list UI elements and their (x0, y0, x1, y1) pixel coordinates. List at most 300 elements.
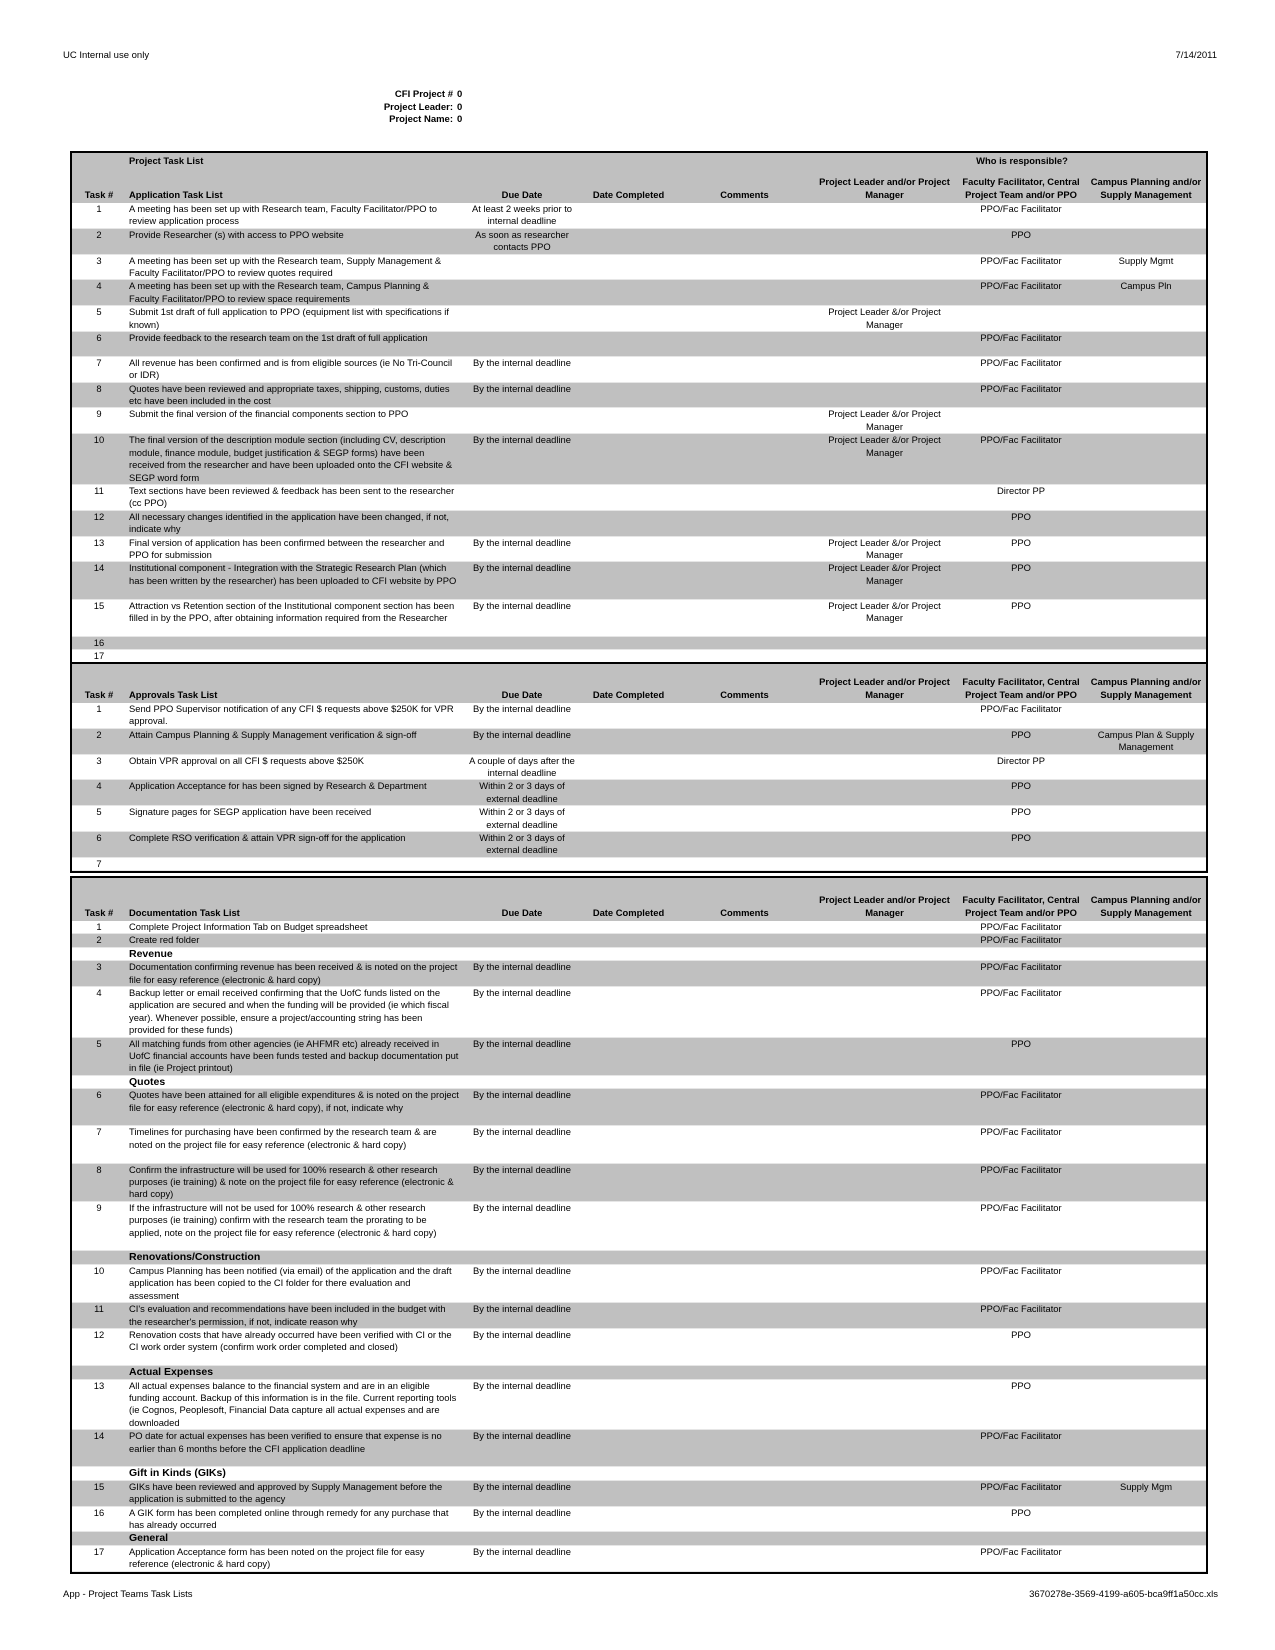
task-completed-cell[interactable] (581, 1089, 676, 1126)
task-due-cell: By the internal deadline (473, 1089, 571, 1101)
task-num-cell: 15 (93, 1480, 105, 1492)
task-due-cell (463, 280, 581, 306)
task-completed-cell[interactable] (581, 434, 676, 485)
task-comments-cell[interactable] (676, 484, 813, 510)
task-leader-cell (813, 228, 956, 254)
task-faculty-cell: PPO/Fac Facilitator (980, 1303, 1062, 1315)
task-task-cell: Signature pages for SEGP application have been received (129, 806, 372, 818)
task-num-cell: 6 (96, 832, 102, 844)
task-campus-cell (1086, 806, 1206, 832)
task-num-cell: 11 (94, 1303, 104, 1315)
task-completed-cell[interactable] (581, 1303, 676, 1329)
task-comments-cell[interactable] (676, 1328, 813, 1365)
task-comments-cell[interactable] (676, 228, 813, 254)
task-row (72, 728, 1206, 754)
task-due-cell: By the internal deadline (473, 703, 571, 714)
task-campus-cell (1086, 1303, 1206, 1329)
task-num-cell: 2 (96, 728, 102, 740)
task-num-cell: 6 (96, 1089, 102, 1101)
section-heading-row (72, 1467, 1206, 1480)
task-faculty-cell: Director PP (997, 484, 1045, 496)
task-due-cell: Within 2 or 3 days of external deadline (479, 832, 565, 856)
task-leader-cell (813, 806, 956, 832)
task-task-cell: Provide feedback to the research team on the 1st draft of full application (129, 332, 428, 344)
task-leader-cell (813, 1264, 956, 1302)
task-completed-cell[interactable] (581, 934, 676, 947)
task-due-cell: By the internal deadline (473, 1430, 571, 1442)
task-comments-cell[interactable] (676, 1303, 813, 1329)
task-task-cell: PO date for actual expenses has been verified to ensure that expense is no earlier than 6 months before the CFI application deadline (129, 1430, 442, 1454)
section-heading: Gift in Kinds (GIKs) (129, 1467, 226, 1480)
task-num-cell: 5 (96, 1037, 102, 1049)
task-due-cell: By the internal deadline (473, 356, 571, 368)
task-campus-cell (1086, 228, 1206, 254)
column-header-campus: Campus Planning and/or Supply Management (1086, 664, 1206, 703)
task-completed-cell[interactable] (581, 636, 676, 649)
task-faculty-cell: PPO (1011, 1328, 1031, 1340)
task-completed-cell[interactable] (581, 1328, 676, 1365)
task-row (72, 1089, 1206, 1126)
task-task-cell: All actual expenses balance to the financial system and are in an eligible funding account. Backup of this information is in the file. Current reporting tools (ie Cognos, Peoplesoft, Financial Data capture all actual expenses and are downloaded (129, 1379, 457, 1428)
task-num-cell: 2 (96, 228, 102, 240)
task-due-cell (463, 408, 581, 434)
task-leader-cell (813, 203, 956, 228)
task-completed-cell[interactable] (581, 1037, 676, 1075)
task-comments-cell[interactable] (676, 857, 813, 870)
task-completed-cell[interactable] (581, 1163, 676, 1201)
task-task-cell (126, 857, 463, 870)
task-faculty-cell: PPO (1011, 536, 1031, 548)
task-comments-cell[interactable] (676, 934, 813, 947)
task-row (72, 1545, 1206, 1571)
column-header-leader: Project Leader and/or Project Manager (813, 878, 956, 921)
task-task-cell: Quotes have been reviewed and appropriate taxes, shipping, customs, duties etc have been included in the cost (129, 382, 450, 407)
task-comments-cell[interactable] (676, 332, 813, 357)
task-row (72, 961, 1206, 987)
task-due-cell: As soon as researcher contacts PPO (475, 228, 569, 253)
task-comments-cell[interactable] (676, 1264, 813, 1302)
task-num-cell: 6 (96, 332, 102, 344)
task-task-cell: Attain Campus Planning & Supply Management verification & sign-off (129, 728, 417, 740)
task-completed-cell[interactable] (581, 1379, 676, 1430)
task-row (72, 636, 1206, 649)
task-due-cell: By the internal deadline (473, 1163, 571, 1175)
task-completed-cell[interactable] (581, 599, 676, 636)
task-leader-cell (813, 728, 956, 754)
task-leader-cell (813, 857, 956, 870)
task-leader-cell (813, 1201, 956, 1251)
task-comments-cell[interactable] (676, 754, 813, 780)
task-campus-cell (1086, 961, 1206, 987)
task-due-cell: By the internal deadline (473, 1480, 571, 1492)
task-campus-cell (1086, 1264, 1206, 1302)
column-header-faculty: Faculty Facilitator, Central Project Team and/or PPO (956, 664, 1086, 703)
task-task-cell: A meeting has been set up with the Research team, Campus Planning & Faculty Facilitator/PPO to review space requirements (129, 280, 430, 304)
column-header-task-num: Task # (72, 878, 126, 921)
task-campus-cell (1086, 332, 1206, 357)
task-due-cell: By the internal deadline (473, 1264, 571, 1276)
task-campus-cell (1086, 636, 1206, 649)
task-comments-cell[interactable] (676, 1480, 813, 1506)
task-row (72, 780, 1206, 806)
task-due-cell (463, 636, 581, 649)
task-leader-cell: Project Leader &/or Project Manager (828, 536, 941, 560)
column-header-faculty: Faculty Facilitator, Central Project Team and/or PPO (956, 878, 1086, 921)
task-campus-cell: Campus Plan & Supply Management (1097, 728, 1195, 753)
task-completed-cell[interactable] (581, 382, 676, 408)
task-leader-cell: Project Leader &/or Project Manager (828, 306, 941, 330)
documentation-task-table (70, 876, 1208, 1574)
task-completed-cell[interactable] (581, 254, 676, 280)
task-campus-cell: Campus Pln (1120, 280, 1172, 292)
task-row (72, 921, 1206, 934)
task-task-cell: All matching funds from other agencies (ie AHFMR etc) already received in UofC financial accounts have been funds tested and backup documentation put in file (ie Project printout) (129, 1037, 459, 1074)
task-leader-cell (813, 921, 956, 934)
task-leader-cell (813, 1506, 956, 1532)
task-completed-cell[interactable] (581, 921, 676, 934)
task-campus-cell (1086, 780, 1206, 806)
task-campus-cell (1086, 1430, 1206, 1467)
task-campus-cell (1086, 434, 1206, 485)
task-task-cell: A GIK form has been completed online through remedy for any purchase that has already occurred (129, 1506, 449, 1530)
task-leader-cell (813, 280, 956, 306)
column-header-due: Due Date (463, 664, 581, 703)
task-row (72, 1126, 1206, 1163)
task-due-cell: By the internal deadline (473, 1545, 571, 1557)
task-completed-cell[interactable] (581, 780, 676, 806)
task-comments-cell[interactable] (676, 536, 813, 562)
column-header-comments: Comments (676, 878, 813, 921)
task-campus-cell (1086, 562, 1206, 599)
task-faculty-cell: PPO/Fac Facilitator (980, 1089, 1062, 1101)
task-completed-cell[interactable] (581, 536, 676, 562)
section-heading-row (72, 1075, 1206, 1088)
task-row (72, 1430, 1206, 1467)
task-completed-cell[interactable] (581, 754, 676, 780)
task-leader-cell (813, 961, 956, 987)
task-campus-cell (1086, 408, 1206, 434)
task-comments-cell[interactable] (676, 780, 813, 806)
task-row (72, 1201, 1206, 1251)
task-row (72, 562, 1206, 599)
task-faculty-cell: PPO/Fac Facilitator (980, 1126, 1062, 1138)
task-comments-cell[interactable] (676, 728, 813, 754)
task-row (72, 434, 1206, 485)
task-campus-cell (1086, 754, 1206, 780)
task-faculty-cell: PPO (1011, 1506, 1031, 1518)
task-comments-cell[interactable] (676, 408, 813, 434)
task-leader-cell (813, 1430, 956, 1467)
task-num-cell: 12 (93, 510, 105, 522)
task-num-cell: 8 (96, 382, 102, 394)
task-comments-cell[interactable] (676, 703, 813, 728)
task-due-cell (463, 254, 581, 280)
task-faculty-cell: PPO/Fac Facilitator (980, 934, 1062, 946)
project-info (300, 89, 462, 127)
task-comments-cell[interactable] (676, 306, 813, 332)
task-completed-cell[interactable] (581, 987, 676, 1038)
task-comments-cell[interactable] (676, 806, 813, 832)
task-completed-cell[interactable] (581, 1430, 676, 1467)
task-comments-cell[interactable] (676, 1126, 813, 1163)
task-completed-cell[interactable] (581, 857, 676, 870)
task-faculty-cell: PPO (1011, 806, 1031, 818)
task-faculty-cell: Director PP (997, 754, 1045, 766)
task-faculty-cell: PPO/Fac Facilitator (980, 356, 1062, 368)
task-leader-cell: Project Leader &/or Project Manager (828, 434, 941, 458)
task-leader-cell: Project Leader &/or Project Manager (828, 562, 941, 586)
task-leader-cell (813, 254, 956, 280)
task-num-cell: 12 (93, 1328, 105, 1340)
task-completed-cell[interactable] (581, 728, 676, 754)
task-faculty-cell: PPO/Fac Facilitator (980, 332, 1062, 344)
task-task-cell: Quotes have been attained for all eligible expenditures & is noted on the project file for easy reference (electronic & hard copy), if not, indicate why (129, 1089, 459, 1113)
task-leader-cell (813, 332, 956, 357)
task-comments-cell[interactable] (676, 203, 813, 228)
task-row (72, 934, 1206, 947)
task-due-cell: By the internal deadline (473, 1303, 571, 1315)
task-num-cell: 7 (96, 1126, 102, 1138)
task-completed-cell[interactable] (581, 806, 676, 832)
task-comments-cell[interactable] (676, 1430, 813, 1467)
task-campus-cell (1086, 1506, 1206, 1532)
task-leader-cell (813, 780, 956, 806)
task-completed-cell[interactable] (581, 280, 676, 306)
task-completed-cell[interactable] (581, 1264, 676, 1302)
project-name-value: 0 (457, 114, 463, 125)
task-leader-cell (813, 510, 956, 536)
task-comments-cell[interactable] (676, 434, 813, 485)
column-header-completed: Date Completed (581, 153, 676, 203)
task-faculty-cell: PPO/Fac Facilitator (980, 203, 1062, 214)
task-due-cell: By the internal deadline (473, 728, 571, 740)
task-num-cell: 3 (96, 961, 102, 973)
task-campus-cell (1086, 356, 1206, 382)
task-comments-cell[interactable] (676, 1379, 813, 1430)
cfi-project-label: CFI Project # (394, 89, 453, 100)
task-campus-cell (1086, 832, 1206, 858)
task-comments-cell[interactable] (676, 987, 813, 1038)
sheet-name: App - Project Teams Task Lists (63, 1589, 193, 1600)
task-task-cell: Renovation costs that have already occurred have been verified with CI or the CI work order system (confirm work order completed and closed) (129, 1328, 452, 1353)
task-comments-cell[interactable] (676, 832, 813, 858)
task-task-cell: All revenue has been confirmed and is from eligible sources (ie No Tri-Council or IDR) (129, 356, 453, 381)
task-faculty-cell: PPO/Fac Facilitator (980, 1163, 1062, 1175)
task-task-cell: Application Acceptance form has been noted on the project file for easy reference (electronic & hard copy) (129, 1545, 425, 1570)
task-comments-cell[interactable] (676, 356, 813, 382)
task-num-cell: 7 (96, 857, 102, 869)
task-faculty-cell: PPO (1011, 562, 1031, 574)
task-row (72, 1328, 1206, 1365)
task-campus-cell (1086, 1379, 1206, 1430)
task-campus-cell (1086, 1201, 1206, 1251)
task-num-cell: 11 (94, 484, 104, 496)
task-faculty-cell: PPO/Fac Facilitator (980, 1201, 1062, 1213)
task-faculty-cell: PPO/Fac Facilitator (980, 921, 1062, 932)
task-due-cell: By the internal deadline (473, 562, 571, 574)
task-campus-cell (1086, 1545, 1206, 1571)
task-num-cell: 9 (96, 408, 102, 420)
task-completed-cell[interactable] (581, 961, 676, 987)
task-completed-cell[interactable] (581, 1506, 676, 1532)
task-leader-cell (813, 703, 956, 728)
task-task-cell: All necessary changes identified in the application have been changed, if not, indicate why (129, 510, 450, 535)
task-comments-cell[interactable] (676, 1506, 813, 1532)
task-due-cell: By the internal deadline (473, 1379, 571, 1391)
task-comments-cell[interactable] (676, 636, 813, 649)
task-row (72, 228, 1206, 254)
task-faculty-cell: PPO/Fac Facilitator (980, 1264, 1062, 1276)
column-header-due: Due Date (463, 153, 581, 203)
project-name-label: Project Name: (389, 114, 453, 125)
task-completed-cell[interactable] (581, 408, 676, 434)
task-campus-cell (1086, 203, 1206, 228)
task-num-cell: 17 (93, 1545, 105, 1557)
task-task-cell (126, 636, 463, 649)
task-faculty-cell (956, 306, 1086, 332)
task-completed-cell[interactable] (581, 203, 676, 228)
task-num-cell: 5 (96, 806, 102, 818)
task-campus-cell (1086, 484, 1206, 510)
task-comments-cell[interactable] (676, 382, 813, 408)
task-completed-cell[interactable] (581, 1201, 676, 1251)
task-faculty-cell: PPO (1011, 1379, 1031, 1391)
task-task-cell: Text sections have been reviewed & feedback has been sent to the researcher (cc PPO) (129, 484, 455, 509)
classification-label: UC Internal use only (63, 50, 150, 61)
task-row (72, 754, 1206, 780)
task-num-cell: 5 (96, 306, 102, 318)
task-num-cell: 13 (93, 536, 105, 548)
task-due-cell (463, 306, 581, 332)
task-row (72, 987, 1206, 1038)
task-completed-cell[interactable] (581, 1545, 676, 1571)
task-campus-cell (1086, 1328, 1206, 1365)
task-leader-cell (813, 1037, 956, 1075)
column-header-leader: Project Leader and/or Project Manager (813, 153, 956, 203)
task-campus-cell (1086, 934, 1206, 947)
task-completed-cell[interactable] (581, 703, 676, 728)
task-row (72, 599, 1206, 636)
task-task-cell: Backup letter or email received confirming that the UofC funds listed on the application are secured and when the funding will be provided (ie which fiscal year). Whenever possible, ensure a project/accounting string has been provided for these funds) (129, 987, 449, 1036)
task-comments-cell[interactable] (676, 1545, 813, 1571)
task-row (72, 356, 1206, 382)
task-faculty-cell: PPO/Fac Facilitator (980, 961, 1062, 973)
task-comments-cell[interactable] (676, 1163, 813, 1201)
task-campus-cell (1086, 306, 1206, 332)
task-completed-cell[interactable] (581, 332, 676, 357)
task-row (72, 857, 1206, 870)
column-header-campus: Campus Planning and/or Supply Management (1086, 878, 1206, 921)
task-comments-cell[interactable] (676, 599, 813, 636)
task-num-cell: 14 (93, 1430, 105, 1442)
task-faculty-cell: PPO/Fac Facilitator (980, 1480, 1062, 1492)
task-num-cell: 1 (96, 703, 102, 714)
task-completed-cell[interactable] (581, 228, 676, 254)
task-num-cell: 14 (93, 562, 105, 574)
task-task-cell: GIKs have been reviewed and approved by Supply Management before the application is submitted to the agency (129, 1480, 443, 1505)
task-completed-cell[interactable] (581, 510, 676, 536)
task-row (72, 254, 1206, 280)
task-leader-cell (813, 987, 956, 1038)
task-comments-cell[interactable] (676, 961, 813, 987)
task-faculty-cell: PPO/Fac Facilitator (980, 1545, 1062, 1557)
task-leader-cell: Project Leader &/or Project Manager (828, 408, 941, 432)
task-task-cell: A meeting has been set up with Research team, Faculty Facilitator/PPO to review application process (129, 203, 437, 227)
task-campus-cell (1086, 1089, 1206, 1126)
task-comments-cell[interactable] (676, 254, 813, 280)
task-due-cell: Within 2 or 3 days of external deadline (479, 806, 565, 830)
task-leader-cell (813, 754, 956, 780)
section-heading-row (72, 947, 1206, 960)
approvals-task-table (70, 662, 1208, 873)
task-num-cell: 3 (96, 754, 102, 766)
task-completed-cell[interactable] (581, 562, 676, 599)
task-due-cell: Within 2 or 3 days of external deadline (479, 780, 565, 804)
task-faculty-cell: PPO/Fac Facilitator (980, 254, 1062, 266)
task-leader-cell (813, 1163, 956, 1201)
task-faculty-cell (956, 636, 1086, 649)
task-campus-cell: Supply Mgm (1119, 1480, 1173, 1492)
task-comments-cell[interactable] (676, 280, 813, 306)
task-comments-cell[interactable] (676, 1037, 813, 1075)
task-leader-cell (813, 1328, 956, 1365)
task-task-cell: Final version of application has been confirmed between the researcher and PPO for submission (129, 536, 445, 560)
task-faculty-cell: PPO (1011, 832, 1031, 844)
task-comments-cell[interactable] (676, 562, 813, 599)
task-due-cell (463, 934, 581, 947)
task-completed-cell[interactable] (581, 356, 676, 382)
task-row (72, 203, 1206, 228)
task-task-cell: Attraction vs Retention section of the Institutional component section has been filled in by the PPO, after obtaining information required from the Researcher (129, 599, 455, 623)
task-row (72, 510, 1206, 536)
task-num-cell: 3 (96, 254, 102, 266)
task-row (72, 832, 1206, 858)
column-header-task-list: Documentation Task List (126, 878, 463, 921)
task-due-cell: By the internal deadline (473, 536, 571, 548)
task-num-cell: 7 (96, 356, 102, 368)
task-comments-cell[interactable] (676, 510, 813, 536)
task-completed-cell[interactable] (581, 1126, 676, 1163)
task-row (72, 1303, 1206, 1329)
task-comments-cell[interactable] (676, 1201, 813, 1251)
task-leader-cell (813, 1545, 956, 1571)
application-task-table (70, 151, 1208, 666)
task-comments-cell[interactable] (676, 1089, 813, 1126)
task-completed-cell[interactable] (581, 484, 676, 510)
task-leader-cell (813, 832, 956, 858)
task-completed-cell[interactable] (581, 832, 676, 858)
task-task-cell: Institutional component - Integration with the Strategic Research Plan (which has been written by the researcher) has been uploaded to CFI website by PPO (129, 562, 457, 586)
task-completed-cell[interactable] (581, 1480, 676, 1506)
task-leader-cell (813, 934, 956, 947)
project-leader-label: Project Leader: (383, 101, 453, 113)
task-campus-cell (1086, 703, 1206, 728)
task-task-cell: Timelines for purchasing have been confirmed by the research team & are noted on the project file for easy reference (electronic & hard copy) (129, 1126, 437, 1150)
task-task-cell: Submit the final version of the financial components section to PPO (129, 408, 409, 420)
task-num-cell: 2 (96, 934, 102, 946)
task-faculty-cell: PPO (1011, 599, 1031, 611)
task-row (72, 1163, 1206, 1201)
column-header-comments: Comments (676, 664, 813, 703)
task-num-cell: 16 (93, 1506, 105, 1518)
task-comments-cell[interactable] (676, 921, 813, 934)
who-is-responsible-label: Who is responsible? (976, 155, 1068, 166)
task-num-cell: 17 (93, 650, 105, 662)
task-completed-cell[interactable] (581, 306, 676, 332)
column-header-faculty: Faculty Facilitator, Central Project Team and/or PPO (956, 153, 1086, 203)
section-heading: Renovations/Construction (129, 1251, 261, 1264)
task-task-cell: Provide Researcher (s) with access to PPO website (129, 228, 344, 240)
